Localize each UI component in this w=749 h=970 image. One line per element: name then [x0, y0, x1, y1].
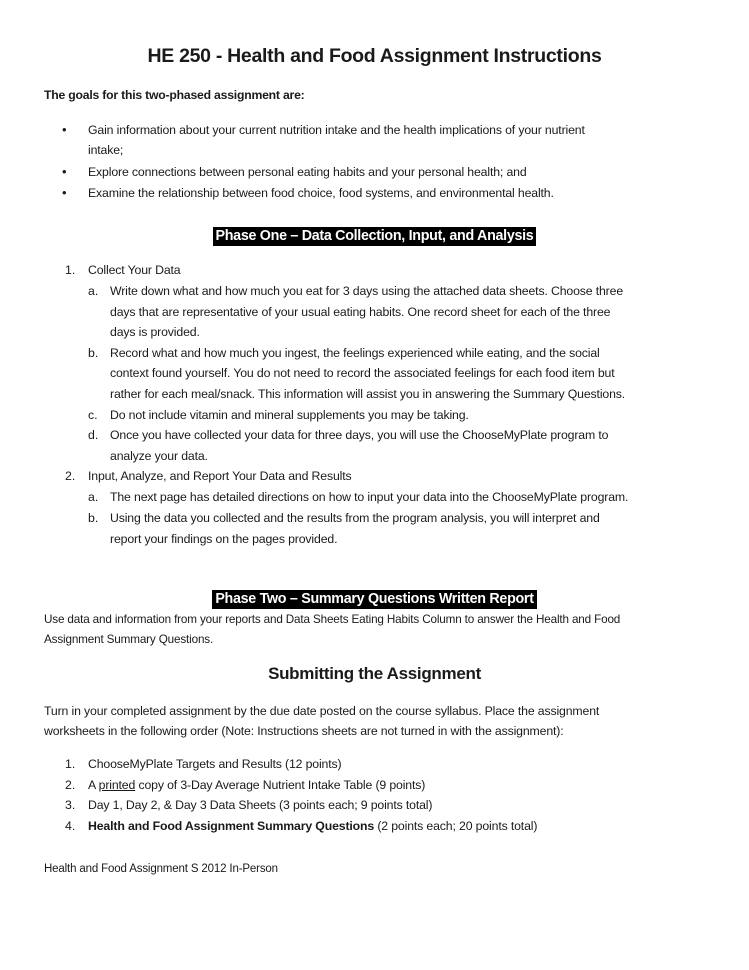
substep-line: days is provided.: [110, 325, 200, 339]
substep-line: rather for each meal/snack. This information will assist you in answering the Summary Questions.: [110, 387, 626, 401]
document-title: HE 250 - Health and Food Assignment Instructions: [147, 45, 602, 67]
submitting-heading: Submitting the Assignment: [268, 664, 481, 683]
submission-item: [88, 819, 537, 833]
substep-marker: d.: [88, 428, 99, 442]
substep-line: Write down what and how much you eat for 3 days using the attached data sheets. Choose three: [110, 284, 624, 298]
phase-two-text: Use data and information from your reports and Data Sheets Eating Habits Column to answer the Health and Food: [44, 613, 621, 626]
item-text: (2 points each; 20 points total): [374, 819, 538, 833]
bullet-icon: •: [62, 185, 67, 200]
phase-two-heading: [0, 591, 749, 607]
goals-label: The goals for this two-phased assignment are:: [44, 88, 305, 102]
goal-item: Gain information about your current nutrition intake and the health implications of your nutrient: [88, 123, 585, 137]
substep-marker: a.: [88, 490, 99, 504]
substep-marker: b.: [88, 346, 99, 360]
item-underlined-text: printed: [98, 778, 136, 792]
submission-item: Day 1, Day 2, & Day 3 Data Sheets (3 points each; 9 points total): [88, 798, 433, 812]
substep-line: Once you have collected your data for three days, you will use the ChooseMyPlate program to: [110, 428, 609, 442]
step-number: 1.: [65, 263, 76, 277]
item-number: 1.: [65, 757, 76, 771]
substep-line: The next page has detailed directions on how to input your data into the ChooseMyPlate program.: [110, 490, 629, 504]
substep-line: Do not include vitamin and mineral supplements you may be taking.: [110, 408, 469, 422]
item-number: 4.: [65, 819, 76, 833]
bullet-icon: •: [62, 122, 67, 137]
bullet-icon: •: [62, 164, 67, 179]
substep-line: report your findings on the pages provided.: [110, 532, 338, 546]
phase-two-heading-text: Phase Two – Summary Questions Written Report: [212, 590, 536, 609]
item-number: 2.: [65, 778, 76, 792]
substep-marker: a.: [88, 284, 99, 298]
step-label: Input, Analyze, and Report Your Data and Results: [88, 469, 352, 483]
substep-line: Using the data you collected and the results from the program analysis, you will interpret and: [110, 511, 600, 525]
substep-marker: c.: [88, 408, 98, 422]
substep-line: Record what and how much you ingest, the feelings experienced while eating, and the social: [110, 346, 600, 360]
substep-line: days that are representative of your usual eating habits. One record sheet for each of the three: [110, 305, 611, 319]
submission-item: ChooseMyPlate Targets and Results (12 points): [88, 757, 342, 771]
goal-item: Examine the relationship between food choice, food systems, and environmental health.: [88, 186, 554, 200]
phase-two-text: Assignment Summary Questions.: [44, 633, 214, 646]
goal-item-continued: intake;: [88, 143, 124, 157]
substep-line: context found yourself. You do not need to record the associated feelings for each food item but: [110, 366, 615, 380]
phase-one-heading-text: Phase One – Data Collection, Input, and Analysis: [213, 227, 537, 246]
item-number: 3.: [65, 798, 76, 812]
document-footer: Health and Food Assignment S 2012 In-Person: [44, 863, 278, 875]
substep-marker: b.: [88, 511, 99, 525]
submission-item: [88, 778, 425, 792]
step-label: Collect Your Data: [88, 263, 181, 277]
submitting-text: Turn in your completed assignment by the due date posted on the course syllabus. Place the assignment: [44, 704, 600, 718]
item-bold-text: Health and Food Assignment Summary Questions: [88, 819, 375, 833]
item-text: copy of 3-Day Average Nutrient Intake Table (9 points): [135, 778, 426, 792]
phase-one-heading: [0, 228, 749, 244]
substep-line: analyze your data.: [110, 449, 208, 463]
step-number: 2.: [65, 469, 76, 483]
item-text: A: [88, 778, 99, 792]
goal-item: Explore connections between personal eating habits and your personal health; and: [88, 165, 527, 179]
submitting-text: worksheets in the following order (Note: Instructions sheets are not turned in with the assignment):: [44, 724, 564, 738]
